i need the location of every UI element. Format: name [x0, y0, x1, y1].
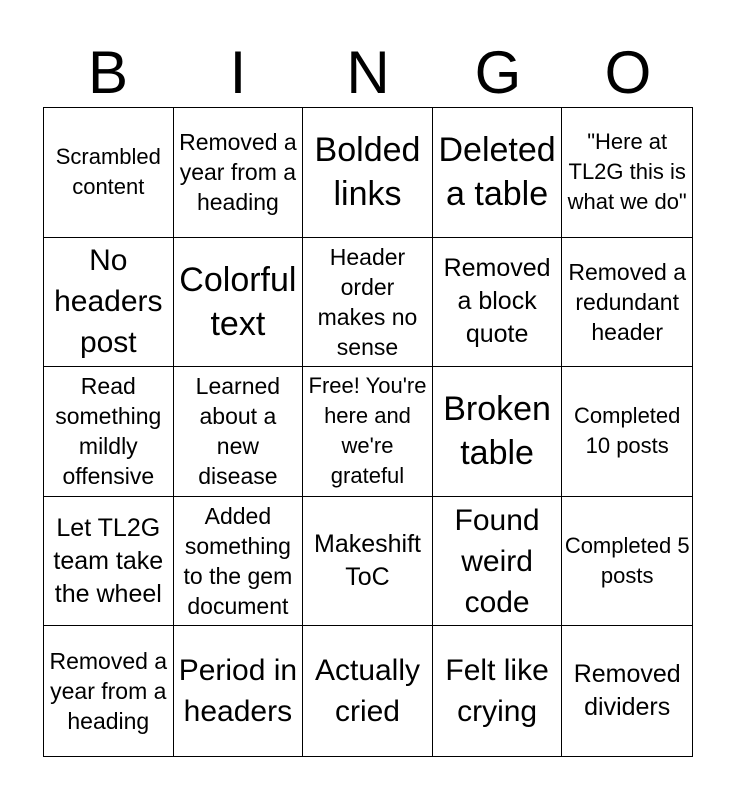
bingo-cell[interactable]: Felt like crying	[433, 626, 563, 756]
bingo-cell[interactable]: Broken table	[433, 367, 563, 497]
bingo-cell[interactable]: Makeshift ToC	[303, 497, 433, 627]
bingo-cell[interactable]: Bolded links	[303, 108, 433, 238]
bingo-cell[interactable]: Read something mildly offensive	[44, 367, 174, 497]
bingo-cell[interactable]: Completed 10 posts	[562, 367, 692, 497]
bingo-cell[interactable]: Removed dividers	[573, 660, 681, 722]
bingo-cell[interactable]: Found weird code	[433, 497, 563, 627]
bingo-cell[interactable]: Period in headers	[174, 626, 304, 756]
header-letter-o: O	[604, 39, 652, 106]
bingo-cell[interactable]: Actually cried	[303, 626, 433, 756]
bingo-cell[interactable]: Removed a block quote	[433, 238, 563, 368]
bingo-cell[interactable]: Header order makes no sense	[303, 238, 433, 368]
bingo-cell[interactable]: Scrambled content	[44, 108, 174, 238]
bingo-cell[interactable]: Learned about a new disease	[174, 367, 304, 497]
header-letter-b: B	[87, 39, 129, 106]
header-letter-g: G	[474, 39, 522, 106]
bingo-cell[interactable]: "Here at TL2G this is what we do"	[562, 108, 692, 238]
bingo-header	[43, 40, 693, 106]
header-letter-n: N	[346, 39, 390, 106]
bingo-cell[interactable]: Removed a year from a heading	[174, 108, 304, 238]
bingo-cell[interactable]: Added something to the gem document	[174, 497, 304, 627]
bingo-cell[interactable]: Let TL2G team take the wheel	[44, 497, 174, 627]
bingo-cell[interactable]: Removed a redundant header	[562, 238, 692, 368]
header-letter-i: I	[229, 39, 247, 106]
bingo-cell[interactable]: No headers post	[44, 238, 174, 368]
bingo-cell[interactable]: Removed a year from a heading	[44, 626, 174, 756]
bingo-grid	[43, 107, 693, 757]
bingo-cell[interactable]: Deleted a table	[433, 108, 563, 238]
bingo-cell free-space[interactable]: Free! You're here and we're grateful	[303, 367, 433, 497]
bingo-cell[interactable]: Completed 5 posts	[562, 497, 692, 627]
bingo-cell[interactable]: Colorful text	[174, 238, 304, 368]
